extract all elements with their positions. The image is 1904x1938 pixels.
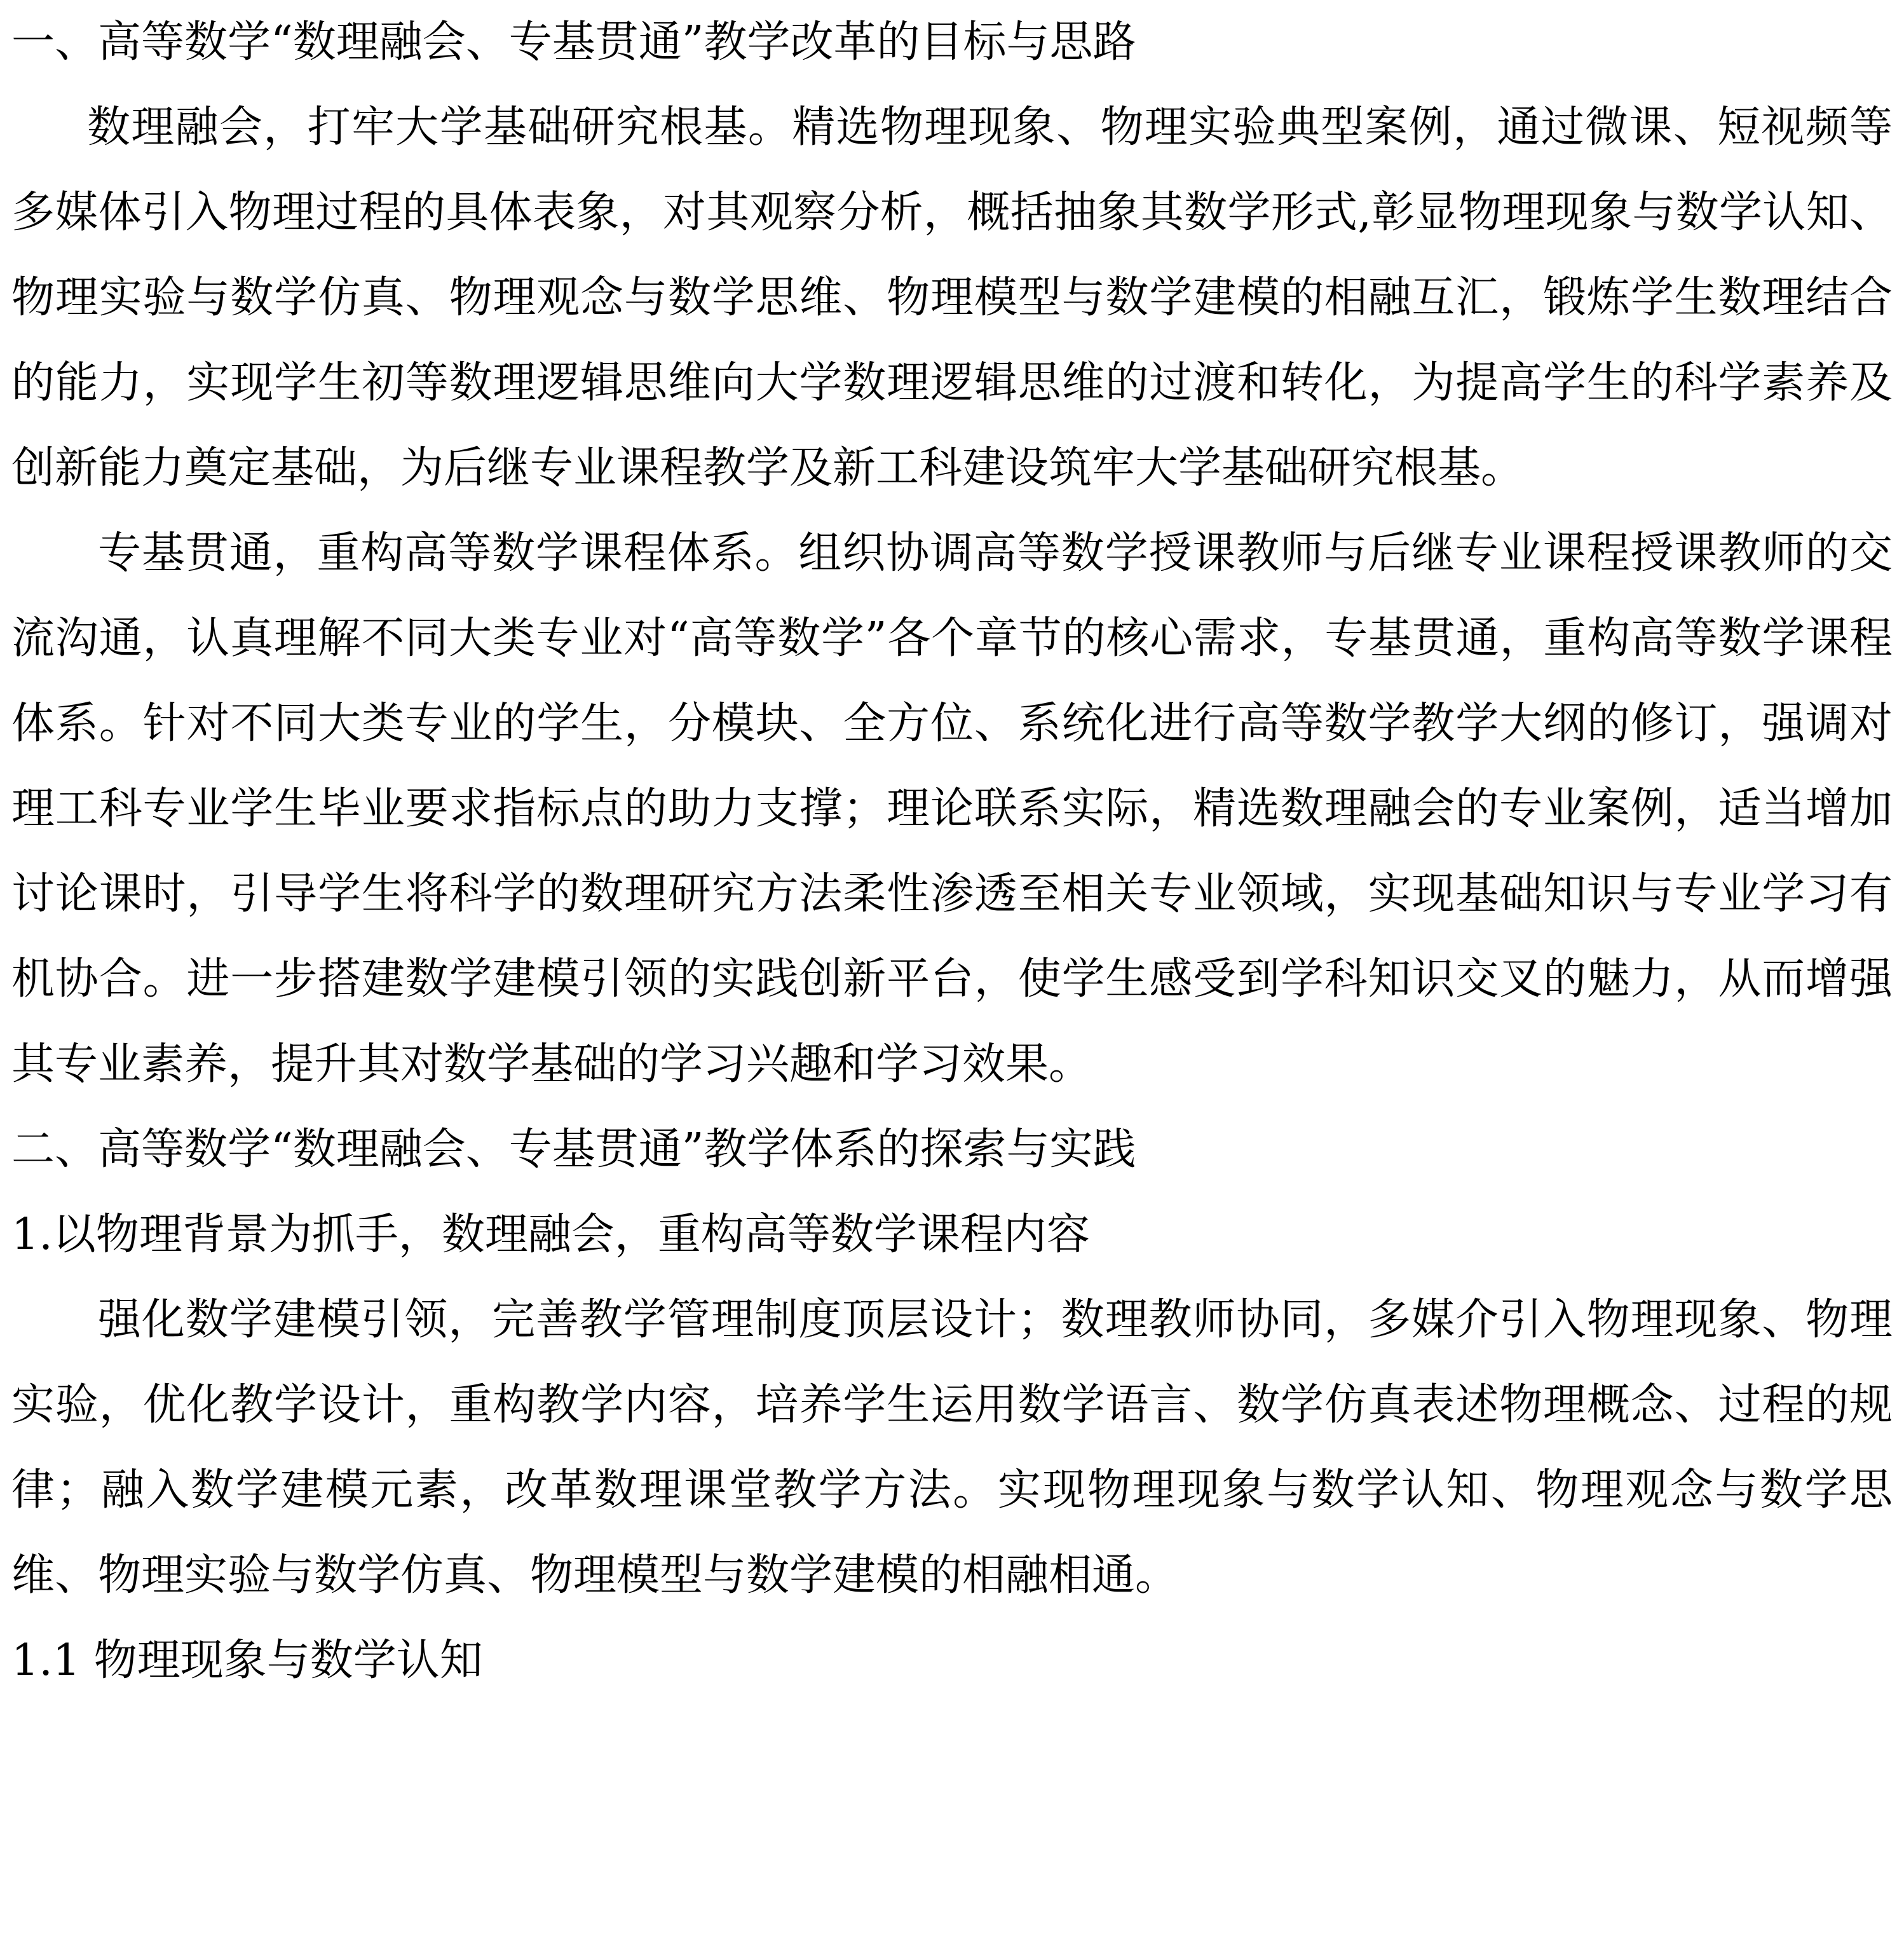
subsection-1-1-title: 1.1 物理现象与数学认知 — [11, 1635, 483, 1686]
section-1-paragraph-1: 数理融会，打牢大学基础研究根基。精选物理现象、物理实验典型案例，通过微课、短视频等多媒体引入物理过程的具体表象，对其观察分析，概括抽象其数学形式,彰显物理现象与数学认知、物理实验与数学仿真、物理观念与数学思维、物理模型与数学建模的相融互汇，锻炼学生数理结合的能力，实现学生初等数理逻辑思维向大学数理逻辑思维的过渡和转化，为提高学生的科学素养及创新能力奠定基础，为后继专业课程教学及新工科建设筑牢大学基础研究根基。 — [11, 102, 1893, 493]
section-1-title: 一、高等数学“数理融会、专基贯通”教学改革的目标与思路 — [11, 17, 1136, 67]
section-1-paragraph-2: 专基贯通，重构高等数学课程体系。组织协调高等数学授课教师与后继专业课程授课教师的交流沟通，认真理解不同大类专业对“高等数学”各个章节的核心需求，专基贯通，重构高等数学课程体系。针对不同大类专业的学生，分模块、全方位、系统化进行高等数学教学大纲的修订，强调对理工科专业学生毕业要求指标点的助力支撑；理论联系实际，精选数理融会的专业案例，适当增加讨论课时，引导学生将科学的数理研究方法柔性渗透至相关专业领域，实现基础知识与专业学习有机协合。进一步搭建数学建模引领的实践创新平台，使学生感受到学科知识交叉的魅力，从而增强其专业素养，提升其对数学基础的学习兴趣和学习效果。 — [11, 528, 1893, 1089]
section-2-title: 二、高等数学“数理融会、专基贯通”教学体系的探索与实践 — [11, 1124, 1136, 1175]
subsection-1-paragraph: 强化数学建模引领，完善教学管理制度顶层设计；数理教师协同，多媒介引入物理现象、物理实验，优化教学设计，重构教学内容，培养学生运用数学语言、数学仿真表述物理概念、过程的规律；融入数学建模元素，改革数理课堂教学方法。实现物理现象与数学认知、物理观念与数学思维、物理实验与数学仿真、物理模型与数学建模的相融相通。 — [11, 1295, 1893, 1600]
subsection-1-title: 1.以物理背景为抓手，数理融会，重构高等数学课程内容 — [11, 1210, 1090, 1260]
